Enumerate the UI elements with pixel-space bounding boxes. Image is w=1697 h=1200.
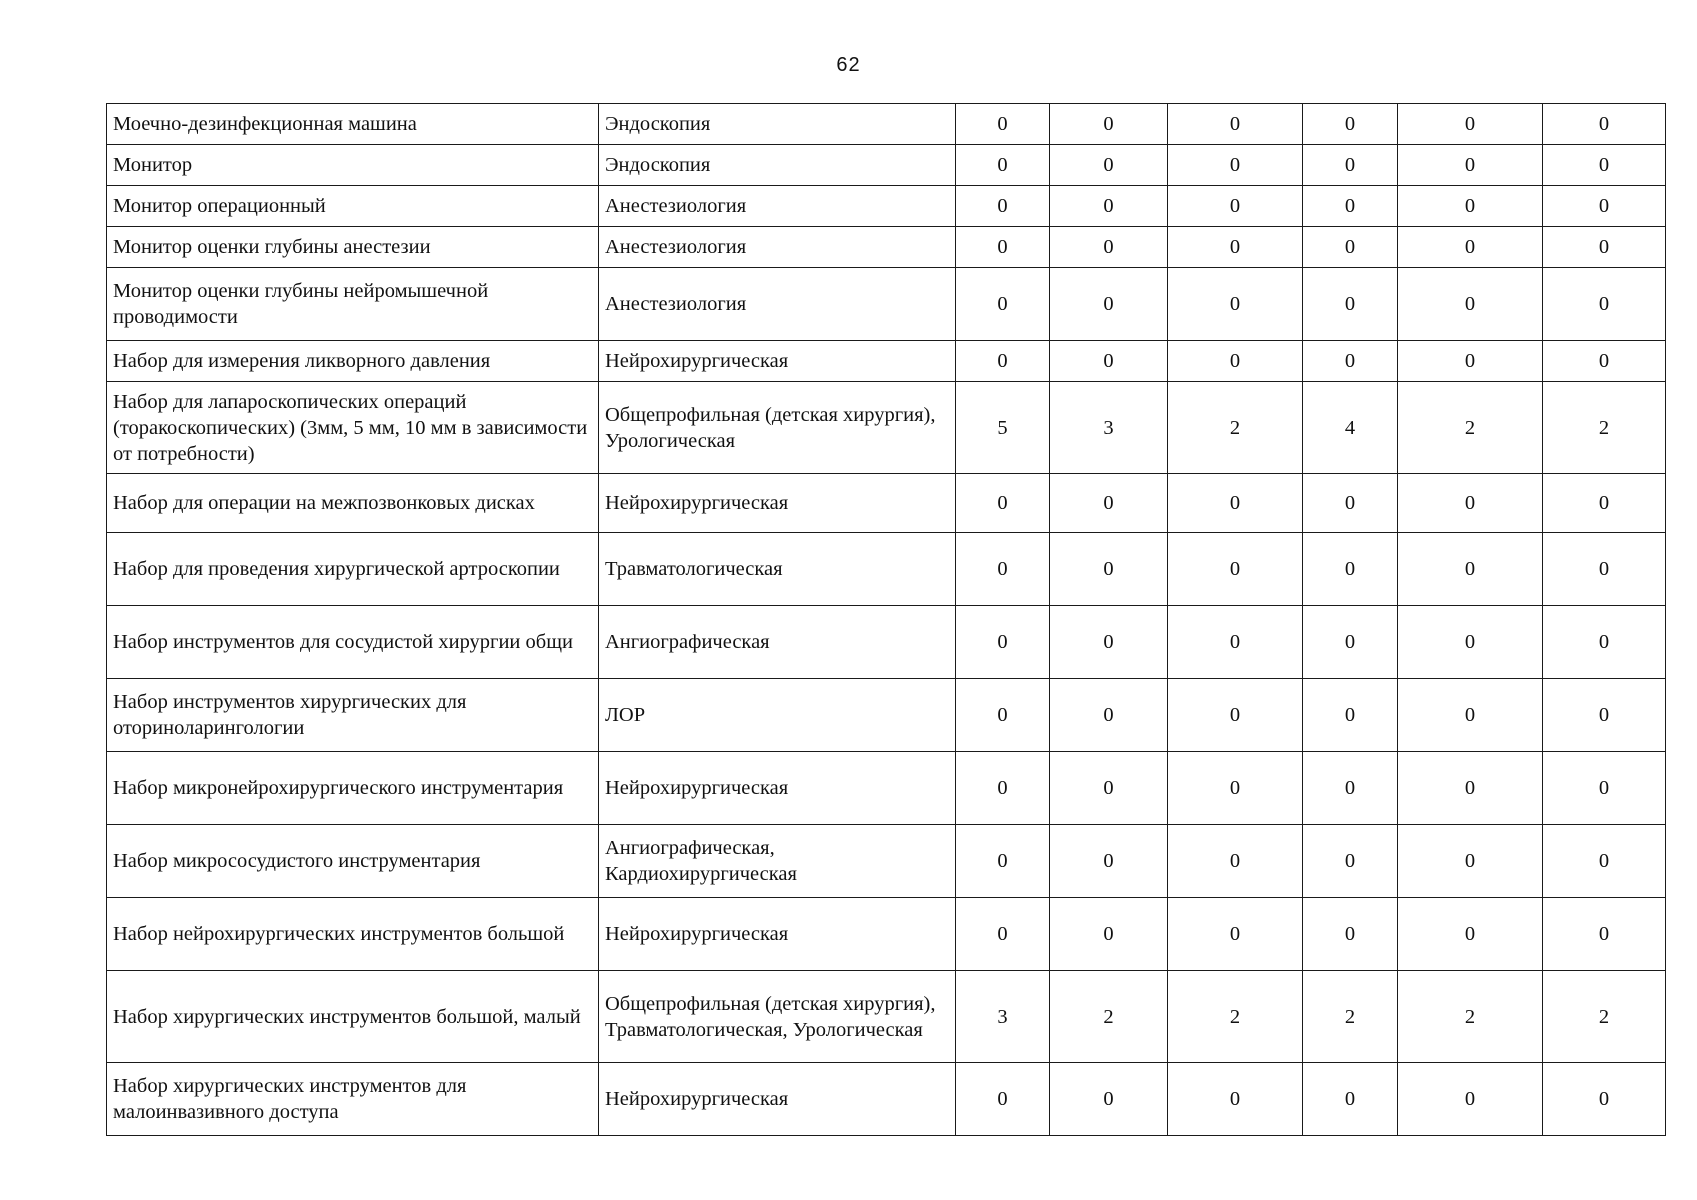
value-cell: 0 (956, 752, 1050, 825)
department-cell: Нейрохирургическая (599, 898, 956, 971)
department-cell: Эндоскопия (599, 104, 956, 145)
equipment-name-cell: Набор для измерения ликворного давления (107, 341, 599, 382)
department-cell: Анестезиология (599, 186, 956, 227)
table-row (107, 145, 1666, 186)
value-cell: 0 (1168, 752, 1303, 825)
value-cell: 0 (1303, 825, 1398, 898)
equipment-name-cell: Набор инструментов для сосудистой хирургии общи (107, 606, 599, 679)
value-cell: 0 (1050, 104, 1168, 145)
value-cell: 0 (956, 268, 1050, 341)
equipment-name-cell: Набор для операции на межпозвонковых дисках (107, 474, 599, 533)
value-cell: 0 (1050, 606, 1168, 679)
value-cell: 0 (956, 825, 1050, 898)
value-cell: 0 (1168, 606, 1303, 679)
value-cell: 0 (1398, 104, 1543, 145)
value-cell: 0 (1543, 341, 1666, 382)
value-cell: 0 (1543, 606, 1666, 679)
value-cell: 0 (1168, 1063, 1303, 1136)
department-cell: Анестезиология (599, 268, 956, 341)
table-row (107, 898, 1666, 971)
value-cell: 0 (1543, 268, 1666, 341)
value-cell: 0 (1303, 227, 1398, 268)
table-row (107, 971, 1666, 1063)
table-row (107, 186, 1666, 227)
value-cell: 0 (956, 145, 1050, 186)
value-cell: 0 (1168, 186, 1303, 227)
table-row (107, 227, 1666, 268)
table-row (107, 679, 1666, 752)
department-cell: Нейрохирургическая (599, 1063, 956, 1136)
value-cell: 0 (1398, 533, 1543, 606)
table-row (107, 1063, 1666, 1136)
table-row (107, 104, 1666, 145)
value-cell: 0 (1050, 533, 1168, 606)
value-cell: 2 (1543, 971, 1666, 1063)
value-cell: 0 (1398, 606, 1543, 679)
equipment-name-cell: Набор микронейрохирургического инструментария (107, 752, 599, 825)
value-cell: 0 (1543, 533, 1666, 606)
value-cell: 0 (1543, 186, 1666, 227)
value-cell: 0 (1168, 533, 1303, 606)
value-cell: 0 (1303, 606, 1398, 679)
value-cell: 2 (1168, 382, 1303, 474)
equipment-name-cell: Набор хирургических инструментов большой, малый (107, 971, 599, 1063)
value-cell: 0 (1050, 145, 1168, 186)
value-cell: 0 (1168, 268, 1303, 341)
equipment-name-cell: Монитор оценки глубины нейромышечной проводимости (107, 268, 599, 341)
department-cell: Эндоскопия (599, 145, 956, 186)
value-cell: 0 (1168, 474, 1303, 533)
value-cell: 0 (1543, 679, 1666, 752)
equipment-name-cell: Набор микрососудистого инструментария (107, 825, 599, 898)
equipment-name-cell: Монитор операционный (107, 186, 599, 227)
value-cell: 0 (956, 186, 1050, 227)
value-cell: 0 (1543, 145, 1666, 186)
value-cell: 0 (1543, 1063, 1666, 1136)
value-cell: 0 (1050, 898, 1168, 971)
value-cell: 0 (1050, 341, 1168, 382)
value-cell: 5 (956, 382, 1050, 474)
table-row (107, 382, 1666, 474)
equipment-name-cell: Набор хирургических инструментов для малоинвазивного доступа (107, 1063, 599, 1136)
value-cell: 0 (1050, 825, 1168, 898)
value-cell: 0 (956, 679, 1050, 752)
value-cell: 4 (1303, 382, 1398, 474)
value-cell: 0 (1398, 825, 1543, 898)
value-cell: 0 (956, 606, 1050, 679)
value-cell: 0 (1168, 341, 1303, 382)
value-cell: 0 (1543, 898, 1666, 971)
value-cell: 0 (956, 474, 1050, 533)
equipment-name-cell: Набор для проведения хирургической артроскопии (107, 533, 599, 606)
value-cell: 0 (1050, 186, 1168, 227)
value-cell: 0 (1543, 752, 1666, 825)
value-cell: 0 (1303, 104, 1398, 145)
value-cell: 0 (1050, 268, 1168, 341)
department-cell: Общепрофильная (детская хирургия), Урологическая (599, 382, 956, 474)
value-cell: 0 (1168, 679, 1303, 752)
department-cell: Нейрохирургическая (599, 341, 956, 382)
value-cell: 0 (1303, 145, 1398, 186)
value-cell: 3 (956, 971, 1050, 1063)
value-cell: 0 (1543, 227, 1666, 268)
value-cell: 0 (1050, 474, 1168, 533)
value-cell: 0 (956, 104, 1050, 145)
value-cell: 0 (1303, 474, 1398, 533)
value-cell: 0 (1168, 104, 1303, 145)
value-cell: 0 (1303, 1063, 1398, 1136)
value-cell: 0 (1303, 752, 1398, 825)
value-cell: 0 (1543, 104, 1666, 145)
value-cell: 0 (1398, 145, 1543, 186)
department-cell: ЛОР (599, 679, 956, 752)
department-cell: Ангиографическая, Кардиохирургическая (599, 825, 956, 898)
value-cell: 0 (1543, 474, 1666, 533)
department-cell: Общепрофильная (детская хирургия), Травматологическая, Урологическая (599, 971, 956, 1063)
value-cell: 0 (1303, 898, 1398, 971)
page-number: 62 (836, 54, 861, 76)
equipment-table (106, 103, 1666, 1136)
table-row (107, 752, 1666, 825)
value-cell: 0 (1398, 1063, 1543, 1136)
value-cell: 2 (1303, 971, 1398, 1063)
value-cell: 0 (1050, 679, 1168, 752)
value-cell: 0 (1168, 825, 1303, 898)
value-cell: 0 (1168, 898, 1303, 971)
table-row (107, 341, 1666, 382)
equipment-name-cell: Монитор (107, 145, 599, 186)
value-cell: 2 (1543, 382, 1666, 474)
value-cell: 0 (1398, 268, 1543, 341)
value-cell: 0 (1303, 341, 1398, 382)
equipment-name-cell: Набор нейрохирургических инструментов большой (107, 898, 599, 971)
value-cell: 0 (956, 227, 1050, 268)
value-cell: 0 (956, 898, 1050, 971)
value-cell: 0 (1050, 227, 1168, 268)
department-cell: Травматологическая (599, 533, 956, 606)
department-cell: Ангиографическая (599, 606, 956, 679)
table-row (107, 606, 1666, 679)
equipment-name-cell: Набор инструментов хирургических для оториноларингологии (107, 679, 599, 752)
department-cell: Нейрохирургическая (599, 474, 956, 533)
value-cell: 0 (1303, 533, 1398, 606)
value-cell: 0 (1050, 1063, 1168, 1136)
value-cell: 0 (1398, 752, 1543, 825)
value-cell: 0 (1303, 186, 1398, 227)
value-cell: 0 (1543, 825, 1666, 898)
value-cell: 2 (1168, 971, 1303, 1063)
value-cell: 0 (1398, 341, 1543, 382)
department-cell: Анестезиология (599, 227, 956, 268)
equipment-name-cell: Моечно-дезинфекционная машина (107, 104, 599, 145)
value-cell: 0 (1168, 145, 1303, 186)
equipment-name-cell: Набор для лапароскопических операций (торакоскопических) (3мм, 5 мм, 10 мм в зависимости от потребности) (107, 382, 599, 474)
value-cell: 0 (956, 1063, 1050, 1136)
value-cell: 0 (1303, 268, 1398, 341)
table-row (107, 474, 1666, 533)
table-row (107, 533, 1666, 606)
value-cell: 0 (956, 533, 1050, 606)
value-cell: 3 (1050, 382, 1168, 474)
department-cell: Нейрохирургическая (599, 752, 956, 825)
value-cell: 2 (1050, 971, 1168, 1063)
value-cell: 0 (1398, 679, 1543, 752)
value-cell: 0 (1398, 474, 1543, 533)
value-cell: 0 (1398, 227, 1543, 268)
value-cell: 0 (956, 341, 1050, 382)
value-cell: 0 (1303, 679, 1398, 752)
value-cell: 0 (1050, 752, 1168, 825)
table-row (107, 825, 1666, 898)
value-cell: 2 (1398, 382, 1543, 474)
table-row (107, 268, 1666, 341)
value-cell: 0 (1398, 186, 1543, 227)
value-cell: 2 (1398, 971, 1543, 1063)
value-cell: 0 (1168, 227, 1303, 268)
equipment-name-cell: Монитор оценки глубины анестезии (107, 227, 599, 268)
value-cell: 0 (1398, 898, 1543, 971)
